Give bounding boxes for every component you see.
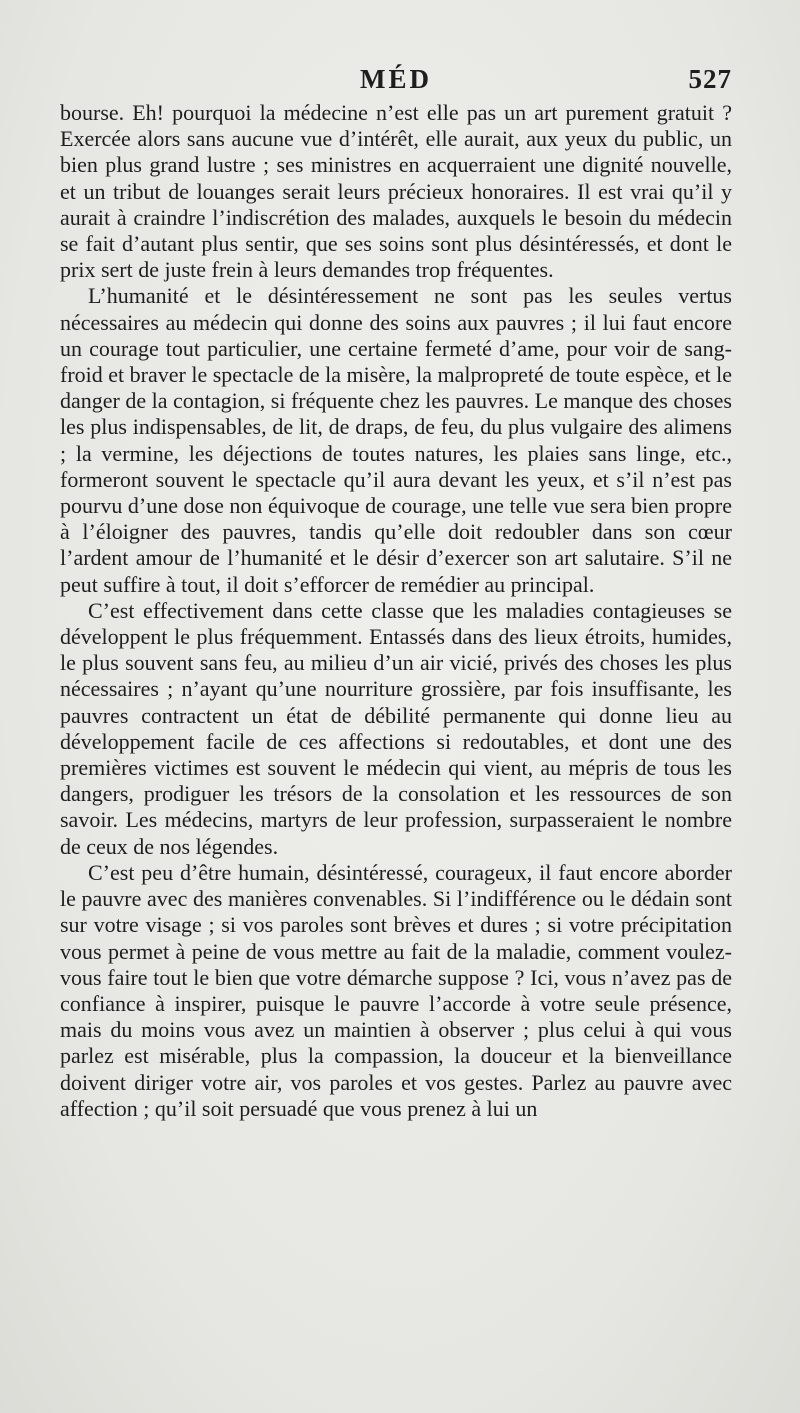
paragraph-3: C’est effectivement dans cette classe que les maladies contagieuses se développent le plus fréquemment. Entassés dans des lieux étroits, humides, le plus souvent sans feu, au milieu d’un air vicié, privés des choses les plus nécessaires ; n’ayant qu’une nourriture grossière, par fois insuffisante, les pauvres contractent un état de débilité permanente qui donne lieu au développement facile de ces affections si redoutables, et dont une des premières victimes est souvent le médecin qui vient, au mépris de tous les dangers, prodiguer les trésors de la consolation et les ressources de son savoir. Les médecins, martyrs de leur profession, surpasseraient le nombre de ceux de nos légendes. (60, 597, 732, 859)
paragraph-4: C’est peu d’être humain, désintéressé, courageux, il faut encore aborder le pauvre avec des manières convenables. Si l’indifférence ou le dédain sont sur votre visage ; si vos paroles sont brèves et dures ; si votre précipitation vous permet à peine de vous mettre au fait de la maladie, comment voulez-vous faire tout le bien que votre démarche suppose ? Ici, vous n’avez pas de confiance à inspirer, puisque le pauvre l’accorde à votre seule présence, mais du moins vous avez un maintien à observer ; plus celui à qui vous parlez est misérable, plus la compassion, la douceur et la bienveillance doivent diriger votre air, vos paroles et vos gestes. Parlez au pauvre avec affection ; qu’il soit persuadé que vous prenez à lui un (60, 859, 732, 1121)
page-header (60, 64, 732, 100)
running-head: MÉD (360, 64, 432, 94)
paragraph-1: bourse. Eh! pourquoi la médecine n’est elle pas un art purement gratuit ? Exercée alors sans aucune vue d’intérêt, elle aurait, aux yeux du public, un bien plus grand lustre ; ses ministres en acquerraient une dignité nouvelle, et un tribut de louanges serait leurs précieux honoraires. Il est vrai qu’il y aurait à craindre l’indiscrétion des malades, auxquels le besoin du médecin se fait d’autant plus sentir, que ses soins sont plus désintéressés, et dont le prix sert de juste frein à leurs demandes trop fréquentes. (60, 100, 732, 283)
page-number: 527 (688, 64, 732, 94)
paragraph-2: L’humanité et le désintéressement ne sont pas les seules vertus nécessaires au médecin qui donne des soins aux pauvres ; il lui faut encore un courage tout particulier, une certaine fermeté d’ame, pour voir de sang-froid et braver le spectacle de la misère, la malpropreté de toute espèce, et le danger de la contagion, si fréquente chez les pauvres. Le manque des choses les plus indispensables, de lit, de draps, de feu, du plus vulgaire des alimens ; la vermine, les déjections de toutes natures, les plaies sans linge, etc., formeront souvent le spectacle qu’il aura devant les yeux, et s’il n’est pas pourvu d’une dose non équivoque de courage, une telle vue sera bien propre à l’éloigner des pauvres, tandis qu’elle doit redoubler dans son cœur l’ardent amour de l’humanité et le désir d’exercer son art salutaire. S’il ne peut suffire à tout, il doit s’efforcer de remédier au principal. (60, 283, 732, 597)
body-text (60, 100, 732, 1122)
